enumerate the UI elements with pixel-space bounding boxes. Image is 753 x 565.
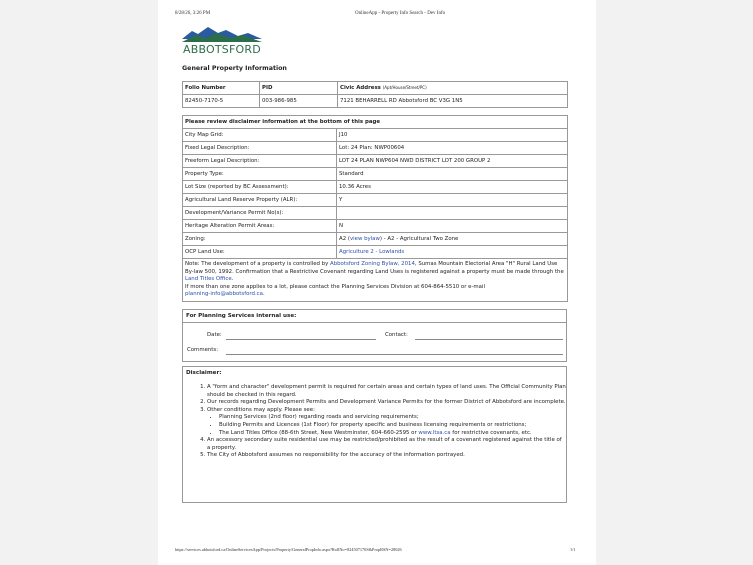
land-titles-office-link[interactable]: Land Titles Office	[185, 276, 232, 283]
folio-value: 82450-7170-5	[183, 95, 260, 108]
pid-header: PID	[260, 82, 338, 95]
disclaimer-title: Disclaimer:	[186, 370, 222, 376]
ocp-label: OCP Land Use:	[183, 246, 337, 259]
info-value: J10	[337, 129, 568, 142]
folio-header: Folio Number	[183, 82, 260, 95]
info-value: N	[337, 220, 568, 233]
info-value: Standard	[337, 168, 568, 181]
civic-header	[338, 82, 568, 95]
disclaimer-item-text: Other conditions may apply. Please see:	[207, 406, 315, 413]
info-value: Y	[337, 194, 568, 207]
info-label: Fixed Legal Description:	[183, 142, 337, 155]
civic-header-label: Civic Address	[340, 85, 381, 91]
info-value: Lot: 24 Plan: NWP00604	[337, 142, 568, 155]
disclaimer-item: 1. A "form and character" development permit is required for certain areas and certain types of land uses. The Official Community Plan should be checked in this regard.	[207, 384, 566, 399]
disclaimer-item: 5. The City of Abbotsford assumes no responsibility for the accuracy of the information portrayed.	[207, 452, 566, 460]
info-label: Freeform Legal Description:	[183, 155, 337, 168]
civic-value: 7121 BEHARRELL RD Abbotsford BC V3G 1N5	[338, 95, 568, 108]
disclaimer-item: 4. An accessory secondary suite residential use may be restricted/prohibited as the result of a covenant registered against the title of a property.	[207, 437, 566, 452]
ltsa-link[interactable]: www.ltsa.ca	[418, 429, 451, 436]
info-row	[183, 207, 568, 220]
condition-suffix: for restrictive covenants, etc.	[450, 429, 532, 436]
zoning-prefix: A2 (	[339, 236, 350, 242]
condition-item	[219, 430, 566, 438]
logo-text: ABBOTSFORD	[183, 43, 261, 56]
printed-page	[158, 0, 596, 565]
condition-text: The Land Titles Office (88-6th Street, New Westminster, 604-660-2595 or	[219, 429, 419, 436]
abbotsford-logo	[182, 25, 266, 59]
info-label: Heritage Alteration Permit Areas:	[183, 220, 337, 233]
condition-item: • Building Permits and Licences (1st Floor) for property specific and business licensing requirements or restrictions;	[219, 422, 566, 430]
info-row	[183, 142, 568, 155]
zoning-bylaw-link[interactable]: Abbotsford Zoning Bylaw, 2014	[330, 261, 415, 267]
note-text-4: If more than one zone applies to a lot, please contact the Planning Services Division at 604-864-5510 or e-mail	[185, 283, 485, 290]
view-bylaw-link[interactable]: view bylaw	[349, 236, 380, 242]
info-label: Development/Variance Permit No(s):	[183, 207, 337, 220]
info-row	[183, 168, 568, 181]
info-row	[183, 129, 568, 142]
info-value	[337, 207, 568, 220]
zoning-value	[337, 233, 568, 246]
condition-item: • Planning Services (2nd floor) regarding roads and servicing requirements;	[219, 414, 566, 422]
info-row	[183, 181, 568, 194]
date-field[interactable]	[226, 339, 376, 340]
planning-box-title: For Planning Services internal use:	[183, 310, 566, 323]
zoning-suffix: ) - A2 - Agricultural Two Zone	[379, 236, 459, 242]
contact-label: Contact:	[385, 332, 408, 338]
info-row	[183, 194, 568, 207]
disclaimer-item	[207, 407, 566, 437]
date-label: Date:	[207, 332, 222, 338]
zoning-row	[183, 233, 568, 246]
pid-value: 003-986-985	[260, 95, 338, 108]
info-label: Agricultural Land Reserve Property (ALR):	[183, 194, 337, 207]
info-row	[183, 155, 568, 168]
print-url: https://services.abbotsford.ca/OnlineServicesApp/Projects/Property/GeneralPropInfo.aspx?RollNo=824507170S&PropRSN=28026	[175, 547, 402, 552]
ocp-value	[337, 246, 568, 259]
info-value: 10.36 Acres	[337, 181, 568, 194]
info-row	[183, 220, 568, 233]
note-text-5: .	[262, 291, 265, 298]
conditions-sublist	[207, 414, 566, 437]
print-page-number: 1/1	[570, 547, 576, 552]
note-text-3: .	[231, 276, 234, 283]
info-value: LOT 24 PLAN NWP604 NWD DISTRICT LOT 200 GROUP 2	[337, 155, 568, 168]
disclaimer-notice: Please review disclaimer information at the bottom of this page	[183, 116, 568, 129]
planning-email-link[interactable]: planning-info@abbotsford.ca	[185, 291, 263, 298]
note-text-2: , Sumas Mountain Electorial Area "H" Rural Land Use By-law 500, 1992. Confirmation that a Restrictive Covenant regarding Land Uses is registered against a property must be made through the	[185, 261, 564, 275]
disclaimer-list	[183, 384, 566, 460]
planning-internal-box	[182, 309, 567, 362]
info-label: City Map Grid:	[183, 129, 337, 142]
comments-field[interactable]	[226, 354, 563, 355]
note-text-1: Note: The development of a property is controlled by	[185, 261, 330, 267]
disclaimer-item: 2. Our records regarding Development Permits and Development Variance Permits for the former District of Abbotsford are incomplete.	[207, 399, 566, 407]
comments-label: Comments:	[187, 347, 219, 353]
property-id-table	[182, 81, 568, 108]
zoning-label: Zoning:	[183, 233, 337, 246]
page-title: General Property Information	[182, 65, 287, 72]
disclaimer-box	[182, 366, 567, 503]
civic-header-hint: (Apt/House/Street/PC)	[382, 85, 427, 90]
ocp-land-use-link[interactable]: Agriculture 2 - Lowlands	[339, 249, 405, 255]
info-label: Lot Size (reported by BC Assessment):	[183, 181, 337, 194]
info-label: Property Type:	[183, 168, 337, 181]
print-datetime: 8/28/26, 3:26 PM	[175, 11, 211, 16]
print-doc-title: OnlineApp - Property Info Search - Dev Info	[355, 11, 446, 16]
zoning-note	[183, 259, 568, 302]
property-info-table	[182, 115, 568, 302]
ocp-row	[183, 246, 568, 259]
mountain-logo-icon	[182, 25, 266, 45]
contact-field[interactable]	[415, 339, 563, 340]
